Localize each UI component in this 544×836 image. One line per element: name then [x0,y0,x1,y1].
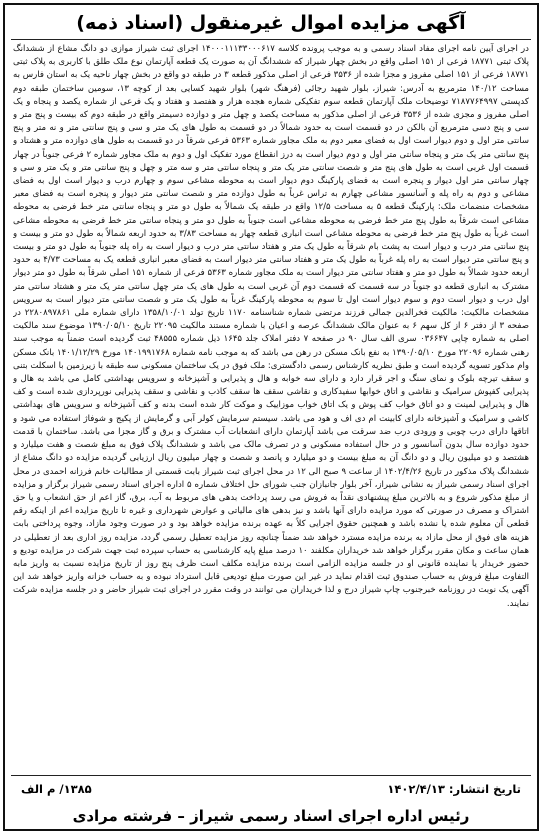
auction-notice [3,3,539,831]
publication-line [15,779,527,799]
notice-body: در اجرای آیین نامه اجرای مفاد اسناد رسمی و به موجب پرونده کلاسه ۱۴۰۰۰۱۱۱۳۳۰۰۰۶۱۷ اجرای ثبت شیراز موازی دو دانگ مشاع از ششدانگ پلاک ثبتی ۱۸۷۷۱ فرعی از ۱۵۱ اصلی واقع در بخش چهار شیراز که ششدانگ آن به صورت یک قطعه آپارتمان نوع ملک طلق با کاربری به پلاک ثبتی ۱۸۷۷۱ فرعی از ۱۵۱ اصلی مفروز و مجزا شده از ۳۵۳۶ فرعی از اصلی مذکور قطعه ۳ در طبقه دو واقع در بخش چهار ناحیه یک به استان فارس به مساحت ۱۴۰/۱۲ مترمربع به آدرس: شیراز، بلوار شهید رجائی (فرهنگ شهر) بلوار شهید کسایی بعد از کوچه ۱۳، سومین ساختمان طبقه دوم کدپستی ۷۱۸۷۷۶۴۹۹۷ توضیحات ملک آپارتمان قطعه سوم تفکیکی شماره هجده هزار و هفتصد و هفتاد و یک فرعی از شماره یکصد و پنجاه و یک اصلی مفروز و مجزی شده از ۳۵۳۶ فرعی از اصلی مذکور به مساحت یکصد و چهل متر و دوازده دسیمتر واقع در طبقه دوم که بیست و پنج متر و سی و پنج دسی مترمربع آن بالکن در دو قسمت است به حدود شمالاً در دو قسمت به طول های یک متر و سی و پنج سانتی متر و نه متر و پنج سانتی متر اول و دوم دیوار است اول به فضای معبر دوم به ملک مجاور شماره ۵۳۶۳ فرعی شرقاً در دو قسمت به طول های دوازده متر و هشتاد و پنج سانتی متر یک متر و پنجاه سانتی متر اول و دوم دیوار است به درز انقطاع مورد تفکیک اول و دوم به ملک مجاور شماره ۲ فرعی جنوباً در چهار قسمت اول غربی است به طول های پنج متر و شصت سانتی متر یک متر و پنجاه سانتی متر و سه متر و چهل و پنج سانتی متر و یک متر و سی و چهار سانتی متر اول دیوار و پنجره است به فضای پارکینگ دوم دیوار است به محوطه مشاعی سوم و چهارم درب و دیوار است اول به فضای مشاعی و دوم به راه پله و آسانسور مشاعی چهارم به تراس غرباً به طول دوازده متر و شصت سانتی متر دیوار و پنجره است به فضای معبر مشخصات منضمات ملک: پارکینگ قطعه ۵ به مساحت ۱۲/۵ واقع در طبقه یک شمالاً به طول دو متر و پنجاه سانتی متر خط فرضی به محوطه مشاعی است شرقاً به طول پنج متر خط فرضی به محوطه مشاعی است جنوباً به طول دو متر و پنجاه سانتی متر خط فرضی به محوطه مشاعی است غرباً به طول پنج متر خط فرضی به محوطه مشاعی است انباری قطعه چهار به مساحت ۳/۸۳ به حدود اربعه شمالاً به طول دو متر و بیست و پنج سانتی متر درب و دیوار است به پشت بام شرقاً به طول یک متر و هفتاد سانتی متر درب و دیوار است به راه پله جنوباً به طول دو متر و بیست و پنج سانتی متر دیوار است به راه پله غرباً به طول یک متر و هفتاد سانتی متر دیوار است به فضای معبر انباری قطعه یک به مساحت ۴/۷۳ به حدود اربعه حدود شمالاً به طول دو متر و هفتاد سانتی متر دیوار است به ملک مجاور شماره ۵۳۶۳ فرعی از شماره ۱۵۱ اصلی شرقاً به طول دو متر دیوار مشترک به انباری قطعه دو جنوباً در سه قسمت که قسمت دوم آن غربی است به طول های یک متر چهل سانتی متر یک متر و هشتاد سانتی متر اول درب و دیوار است دوم و سوم دیوار است اول تا سوم به محوطه پارکینگ غرباً به طول یک متر و شصت سانتی متر دیوار است به سرویس مشخصات مالکیت: مالکیت فخرالدین جمالی فرزند مرتضی شماره شناسنامه ۱۱۷۰ تاریخ تولد ۱۳۵۸/۱۰/۰۱ دارای شماره ملی ۲۲۸۰۸۹۷۸۶۱ در صفحه ۳ از دفتر ۶ از کل سهم ۶ به عنوان مالک ششدانگ عرصه و اعیان با شماره مستند مالکیت ۲۲۰۹۵ تاریخ ۱۳۹۰/۰۵/۱۰ موضوع سند مالکیت اصلی به شماره چاپی ۰۳۶۶۴۷ سری الف سال ۹۰ در صفحه ۷ دفتر املاک جلد ۱۶۴۵ ذیل شماره ۴۸۵۵۵ ثبت گردیده است ضمناً به موجب سند رهنی شماره ۲۲۰۹۶ مورخ ۱۳۹۰/۰۵/۱۰ به نفع بانک مسکن در رهن می باشد که به موجب نامه شماره ۱۴۰۱۹۹۱۷۶۸ مورخ ۱۴۰۱/۱۲/۲۹ بانک مسکن وام مذکور تسویه گردیده است و طبق نظریه کارشناس رسمی دادگستری: ملک فوق در یک ساختمان مسکونی سه طبقه با زیرزمین با اسکلت بتنی و سقف تیرچه بلوک و نمای سنگ و اجر قرار دارد و دارای سه خوابه و هال و پذیرایی و آشپزخانه و سرویس بهداشتی کامل می باشد به هال و پذیرایی کفپوش سرامیک و نقاشی و اتاق خوابها سفیدکاری و نقاشی سقف ها سقف کاذب و نقاشی و سقف پذیرایی نورپردازی شده است و کف هال و پذیرایی لمینت و دو اتاق خواب کف پوش و یک اتاق خواب موزاییک و موکت کار شده است بدنه و کف آشپزخانه و سرویس های بهداشتی کاشی و سرامیک و آشپزخانه دارای کابینت ام دی اف و هود می باشد. سیستم سرمایش کولر آبی و گرمایش از پکیج و شوفاژ استفاده می شود و اتاقها دارای درب چوبی و ورودی درب ضد سرقت می باشد آپارتمان دارای انشعابات آب مشترک و برق و گاز مجزا می باشد. ساختمان با قدمت حدود دوازده سال بدون آسانسور و در حال استفاده مسکونی و در تصرف مالک می باشد و ششدانگ پلاک فوق به مبلغ شصت و هفت میلیارد و هشتصد و دو میلیون ریال و دو دانگ آن به مبلغ بیست و دو میلیارد و پانصد و شصت و چهار میلیون ریال ارزیابی گردیده مزایده دو دانگ مشاع از ششدانگ پلاک مذکور در تاریخ ۱۴۰۲/۴/۲۶ از ساعت ۹ صبح الی ۱۲ در محل اجرای ثبت شیراز بابت قسمتی از مطالبات خانم فرزانه احمدی در محل اجرای اسناد رسمی شیراز به نشانی شیراز، آخر بلوار جانبازان جنب شورای حل اختلاف شماره ۵ اداره اجرای اسناد رسمی شیراز برگزار و مزایده از مبلغ مذکور شروع و به بالاترین مبلغ پیشنهادی نقداً به فروش می رسد پرداخت بدهی های مربوط به آب، برق، گاز اعم از حق انشعاب و یا حق اشتراک و مصرف در صورتی که مورد مزایده دارای آنها باشد و نیز بدهی های مالیاتی و عوارض شهرداری و غیره تا تاریخ مزایده اعم از اینکه رقم قطعی آن معلوم شده یا نشده باشد و همچنین حقوق اجرایی کلاً به عهده برنده مزایده خواهد بود و در صورت وجود مازاد، وجوه پرداختی بابت هزینه های فوق از محل مازاد به برنده مزایده مسترد خواهد شد ضمناً چنانچه روز مزایده تعطیل رسمی گردد، مزایده روز اداری بعد از تعطیلی در همان ساعت و مکان مقرر برگزار خواهد شد خریداران مکلفند ۱۰ درصد مبلغ پایه کارشناسی به حساب سپرده ثبت جهت شرکت در مزایده تودیع و حضور خریدار یا نماینده قانونی او در جلسه مزایده الزامی است برنده مزایده مکلف است ظرف پنج روز از تاریخ مزایده نسبت به واریز مابه التفاوت مبلغ فروش به حساب صندوق ثبت اقدام نماید در غیر این صورت مبلغ تودیعی قابل استرداد نبوده و به حساب خزانه واریز خواهد شد این آگهی یک نوبت در روزنامه خبرجنوب چاپ شیراز درج و لذا خریداران می توانند در وقت مقرر در اجرای ثبت شیراز حاضر و در جلسه مزایده شرکت نمایند. [13,44,529,609]
notice-title: آگهی مزایده اموال غیرمنقول (اسناد ذمه) [76,12,466,34]
signature-line: رئیس اداره اجرای اسناد رسمی شیراز – فرشته مرادی [72,807,470,825]
footer-divider [11,775,531,776]
publish-date: تاریخ انتشار: ۱۴۰۲/۴/۱۳ [387,782,521,796]
reference-code: ۱۳۸۵/ م الف [21,782,92,796]
title-divider [11,39,531,40]
